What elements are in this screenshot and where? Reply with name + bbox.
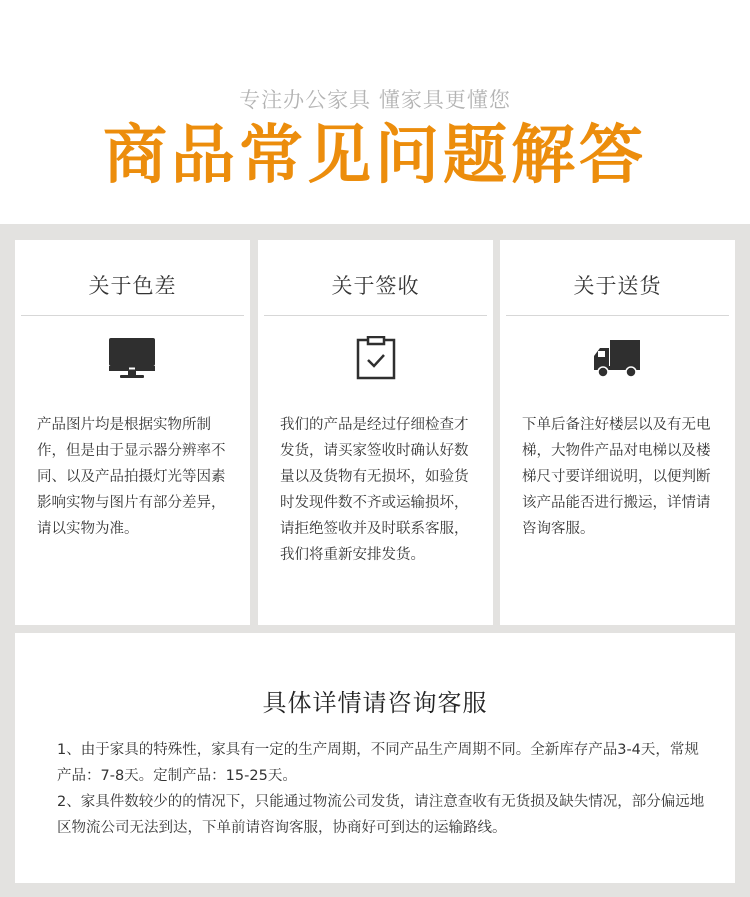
header: [0, 0, 750, 224]
consult-panel: [15, 633, 735, 883]
card-description: 我们的产品是经过仔细检查才发货，请买家签收时确认好数量以及货物有无损坏，如验货时发现件数不齐或运输损坏，请拒绝签收并及时联系客服，我们将重新安排发货。: [280, 417, 469, 563]
page-title: 商品常见问题解答: [103, 119, 647, 193]
card-color-difference: [15, 240, 250, 625]
note-item: 1、由于家具的特殊性，家具有一定的生产周期，不同产品生产周期不同。全新库存产品3-4天，常规产品：7-8天。定制产品：15-25天。: [57, 742, 699, 784]
card-delivery: [500, 240, 735, 625]
card-description: 下单后备注好楼层以及有无电梯，大物件产品对电梯以及楼梯尺寸要详细说明，以便判断该产品能否进行搬运，详情请咨询客服。: [522, 417, 711, 537]
card-divider: [21, 315, 244, 316]
card-title: 关于色差: [88, 274, 177, 298]
card-signing: [258, 240, 493, 625]
monitor-icon: [107, 336, 159, 380]
card-title: 关于送货: [573, 274, 662, 298]
notes: [57, 737, 705, 841]
note-item: 2、家具件数较少的的情况下，只能通过物流公司发货，请注意查收有无货损及缺失情况，部分偏远地区物流公司无法到达，下单前请咨询客服，协商好可到达的运输路线。: [57, 794, 705, 836]
card-divider: [264, 315, 487, 316]
card-description: 产品图片均是根据实物所制作，但是由于显示器分辨率不 同、以及产品拍摄灯光等因素影响实物与图片有部分差异，请以实物为准。: [37, 417, 226, 537]
card-divider: [506, 315, 729, 316]
page-subtitle: 专注办公家具 懂家具更懂您: [239, 88, 511, 112]
card-title: 关于签收: [331, 274, 420, 298]
clipboard-check-icon: [350, 336, 402, 380]
consult-heading: 具体详情请咨询客服: [262, 689, 488, 717]
truck-icon: [592, 336, 644, 380]
